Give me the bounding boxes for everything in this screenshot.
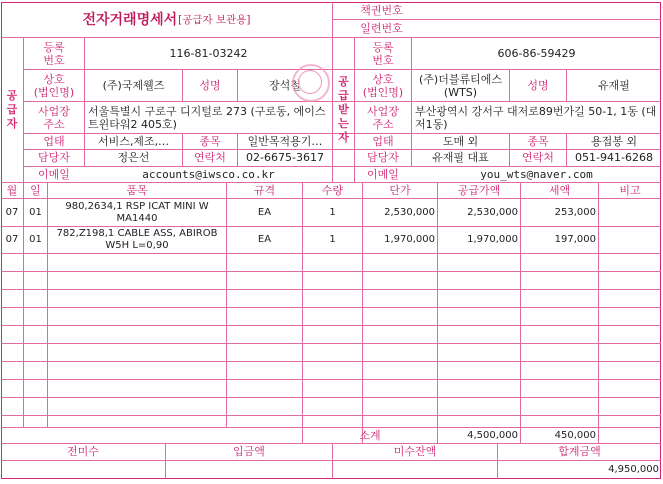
receiver-biz-type-label: 업태 [372, 134, 394, 148]
item-2-name-line2: W5H L=0,90 [105, 240, 169, 251]
balance-label: 미수잔액 [393, 445, 437, 458]
receiver-email: you_wts@naver.com [480, 167, 593, 181]
supplier-biz-type: 서비스,제조,… [97, 134, 170, 148]
supplier-email: accounts@iwsco.co.kr [142, 167, 275, 181]
item-2-qty: 1 [329, 234, 336, 245]
unpaid-value [1, 461, 165, 479]
supplier-side-char-3: 자 [6, 117, 18, 130]
subtotal-supply: 4,500,000 [467, 429, 518, 441]
supplier-reg-no: 116-81-03242 [169, 46, 248, 60]
company-seal-inner [298, 70, 322, 94]
item-1-name-line1: 980,2634,1 RSP ICAT MINI W [65, 200, 209, 212]
col-unit-price: 단가 [389, 183, 411, 197]
item-2-day: 01 [29, 234, 42, 245]
total-value: 4,950,000 [608, 464, 659, 475]
supplier-biz-item: 일반목적용기… [247, 134, 323, 148]
item-1-note [599, 199, 661, 226]
item-1-day: 01 [29, 206, 42, 218]
receiver-biz-item-label: 종목 [527, 134, 549, 148]
item-2-name [48, 227, 226, 253]
book-no-label: 책권번호 [360, 3, 403, 17]
supplier-name: 장석철 [269, 78, 301, 92]
receiver-side-label [333, 38, 354, 182]
receiver-company-label: 상호 (법인명) [362, 72, 404, 99]
receiver-side-char-5: 자 [338, 131, 349, 144]
col-spec: 규격 [253, 183, 276, 197]
item-2-tax: 197,000 [554, 234, 596, 245]
receiver-contact: 051-941-6268 [575, 151, 653, 164]
col-month: 월 [6, 183, 18, 197]
item-2-unit-price: 1,970,000 [384, 234, 435, 245]
item-1-supply: 2,530,000 [467, 206, 518, 218]
supplier-contact: 02-6675-3617 [246, 151, 324, 164]
supplier-email-label: 이메일 [38, 167, 70, 181]
receiver-biz-item: 용접봉 외 [590, 134, 637, 148]
receiver-side-char-1: 공 [338, 75, 349, 88]
receiver-reg-no: 606-86-59429 [497, 46, 576, 60]
paid-label: 입금액 [233, 445, 265, 458]
col-supply: 공급가액 [457, 183, 501, 197]
item-1-spec: EA [257, 206, 272, 218]
supplier-company: (주)국제웰즈 [102, 78, 165, 92]
balance-value [333, 461, 497, 479]
item-2-note [599, 227, 661, 253]
receiver-email-label: 이메일 [367, 167, 399, 181]
supplier-biz-type-label: 업태 [43, 134, 65, 148]
subtotal-tax: 450,000 [554, 429, 596, 441]
col-tax: 세액 [548, 183, 571, 197]
item-2-month: 07 [5, 234, 19, 245]
receiver-side-char-3: 받 [338, 103, 349, 116]
item-2-name-line1: 782,Z198,1 CABLE ASS, ABIROB [56, 228, 218, 239]
supplier-address: 서울특별시 구로구 디지털로 273 (구로동, 에이스트윈타워2 405호) [88, 104, 326, 131]
item-2-spec: EA [257, 234, 272, 245]
supplier-address-label: 사업장 주소 [38, 104, 70, 131]
receiver-biz-type: 도매 외 [442, 134, 479, 148]
supplier-side-char-2: 급 [6, 103, 18, 116]
supplier-company-label: 상호 (법인명) [33, 72, 75, 99]
subtitle-text: [공급자 보관용] [178, 13, 251, 26]
title-text: 전자거래명세서 [82, 11, 178, 28]
receiver-reg-no-label: 등록 번호 [372, 40, 394, 67]
supplier-manager: 정은선 [117, 151, 150, 164]
item-1-qty: 1 [329, 206, 336, 218]
col-day: 일 [30, 183, 41, 197]
document-title [1, 2, 332, 37]
subtotal-label: 소계 [359, 428, 381, 442]
item-1-month: 07 [5, 206, 19, 218]
item-1-name [48, 199, 226, 226]
item-1-name-line2: MA1440 [116, 212, 158, 224]
receiver-address-label: 사업장 주소 [367, 104, 399, 131]
supplier-biz-item-label: 종목 [199, 134, 221, 148]
paid-value [166, 461, 332, 479]
receiver-name: 유재필 [598, 78, 630, 92]
item-1-tax: 253,000 [554, 206, 596, 218]
receiver-manager-label: 담당자 [367, 151, 399, 164]
unpaid-label: 전미수 [67, 445, 99, 458]
receiver-address: 부산광역시 강서구 대저로89번가길 50-1, 1동 (대저1동) [415, 104, 657, 131]
col-note: 비고 [619, 183, 641, 197]
receiver-company: (주)더블류티에스(WTS) [419, 72, 502, 99]
total-label: 합계금액 [558, 445, 601, 458]
item-1-unit-price: 2,530,000 [384, 206, 435, 218]
item-2-supply: 1,970,000 [467, 234, 518, 245]
supplier-name-label: 성명 [199, 78, 221, 92]
receiver-contact-label: 연락처 [522, 151, 554, 164]
supplier-reg-no-label: 등록 번호 [43, 40, 65, 67]
serial-no-label: 일련번호 [360, 21, 403, 35]
receiver-name-label: 성명 [527, 78, 549, 92]
receiver-side-char-2: 급 [338, 89, 349, 102]
supplier-side-label [1, 38, 23, 182]
supplier-contact-label: 연락처 [194, 151, 226, 164]
receiver-side-char-4: 는 [338, 117, 349, 130]
col-item: 품목 [126, 183, 148, 197]
col-qty: 수량 [321, 183, 344, 197]
supplier-side-char-1: 공 [6, 89, 18, 102]
supplier-manager-label: 담당자 [38, 151, 70, 164]
receiver-manager: 유재필 대표 [432, 151, 489, 164]
